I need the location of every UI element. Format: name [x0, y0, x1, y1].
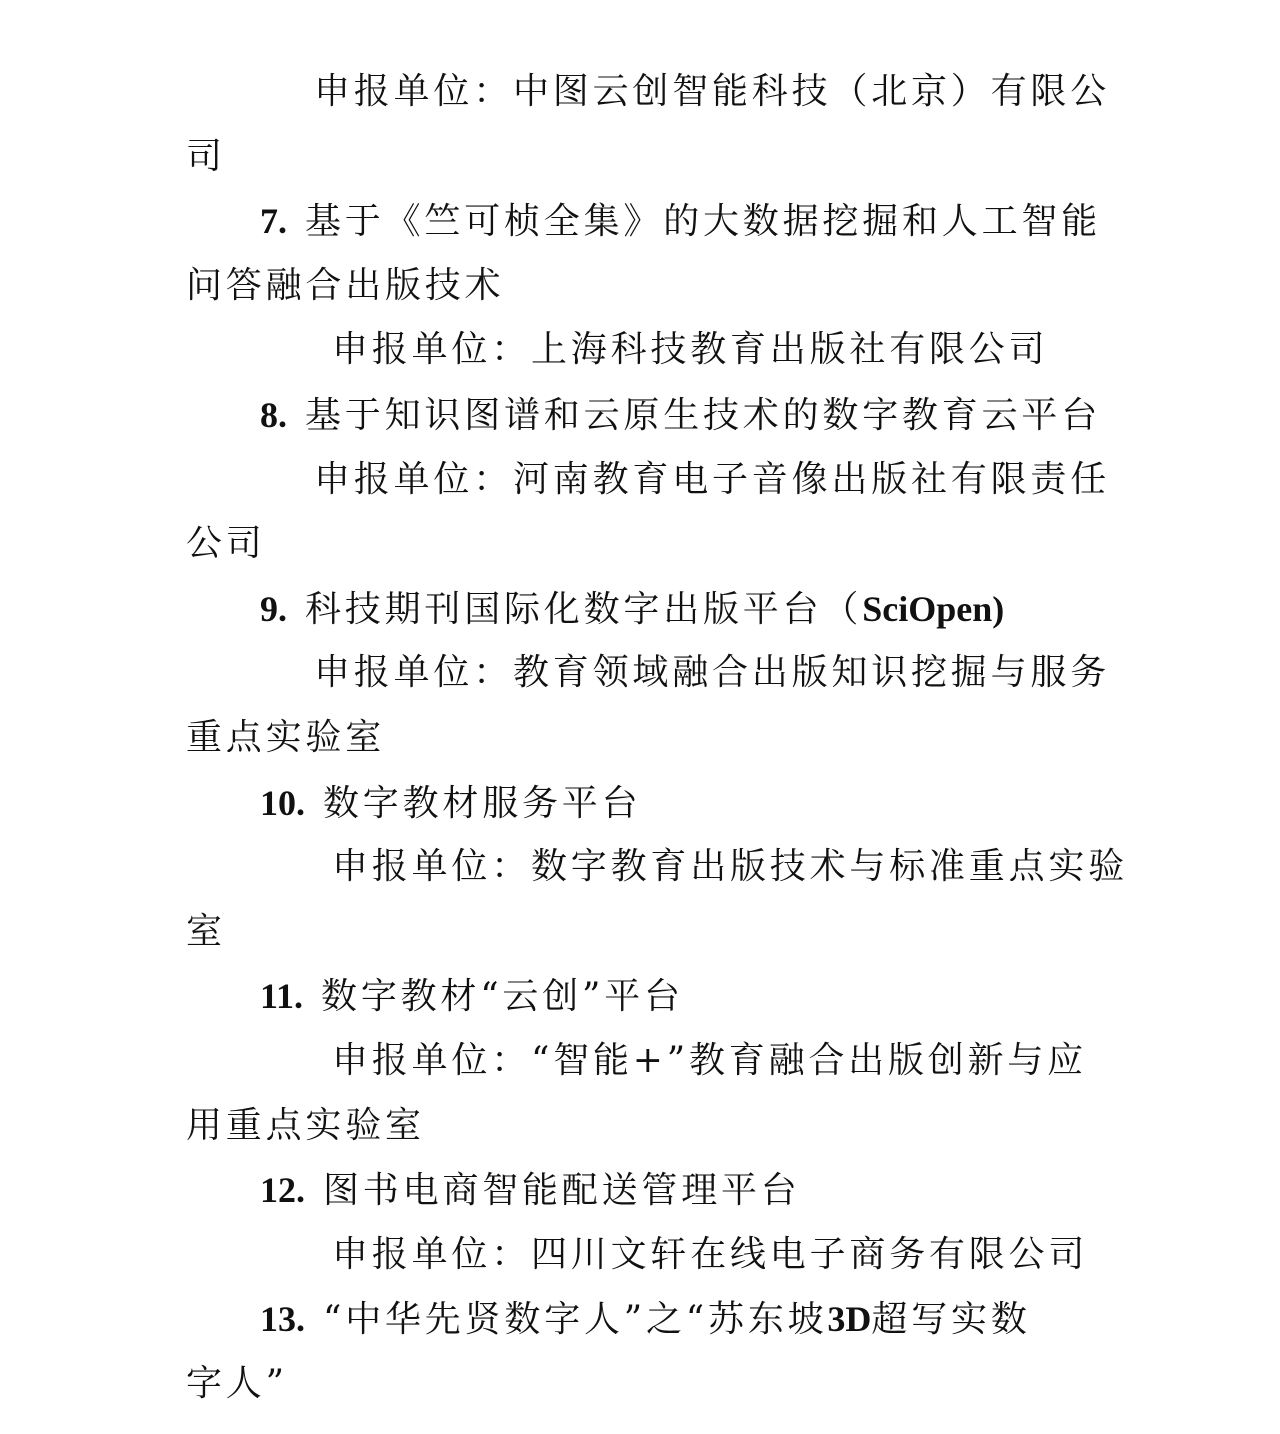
item-title-suffix: 超写实数	[871, 1299, 1031, 1341]
item-9-title	[186, 577, 1098, 642]
unit-line-6-wrap: 司	[186, 135, 226, 177]
item-title: 数字教材“云创”平台	[321, 976, 684, 1018]
unit-line-9-wrap: 重点实验室	[186, 716, 386, 758]
item-number: 10.	[260, 782, 305, 823]
unit-line-8-wrap: 公司	[186, 523, 266, 565]
unit-line-9: 申报单位：教育领域融合出版知识挖掘与服务	[314, 652, 1111, 694]
item-12-title	[186, 1158, 1098, 1223]
item-7-title	[186, 189, 1102, 254]
unit-line-10: 申报单位：数字教育出版技术与标准重点实验	[332, 846, 1129, 888]
item-title-latin: SciOpen)	[862, 588, 1005, 629]
item-title-latin: 3D	[827, 1299, 872, 1340]
unit-line-7: 申报单位：上海科技教育出版社有限公司	[332, 329, 1049, 371]
item-title: 基于《竺可桢全集》的大数据挖掘和人工智能	[305, 201, 1102, 243]
item-8-title	[186, 383, 1102, 448]
item-number: 11.	[260, 976, 304, 1017]
item-title: “中华先贤数字人”之“苏东坡	[323, 1299, 828, 1341]
item-number: 9.	[260, 588, 287, 629]
item-title: 数字教材服务平台	[323, 782, 642, 824]
unit-line-11-wrap: 用重点实验室	[186, 1104, 425, 1146]
document-page	[186, 60, 1129, 1416]
item-number: 12.	[260, 1170, 305, 1211]
unit-line-8: 申报单位：河南教育电子音像出版社有限责任	[314, 458, 1111, 500]
unit-line-10-wrap: 室	[186, 910, 226, 952]
item-11-title	[186, 964, 1098, 1029]
item-title: 图书电商智能配送管理平台	[323, 1170, 801, 1212]
item-13-title	[186, 1287, 1098, 1352]
item-10-title	[186, 771, 1098, 836]
item-number: 13.	[260, 1299, 305, 1340]
unit-line-6: 申报单位：中图云创智能科技（北京）有限公	[314, 71, 1111, 112]
item-13-title-wrap: 字人”	[186, 1362, 288, 1404]
item-7-title-wrap: 问答融合出版技术	[186, 264, 505, 306]
item-number: 8.	[260, 394, 287, 435]
item-title: 基于知识图谱和云原生技术的数字教育云平台	[305, 394, 1102, 436]
item-number: 7.	[260, 201, 287, 242]
unit-line-11: 申报单位：“智能+”教育融合出版创新与应	[332, 1039, 1087, 1081]
unit-line-12: 申报单位：四川文轩在线电子商务有限公司	[332, 1233, 1089, 1275]
item-title: 科技期刊国际化数字出版平台（	[305, 588, 863, 630]
